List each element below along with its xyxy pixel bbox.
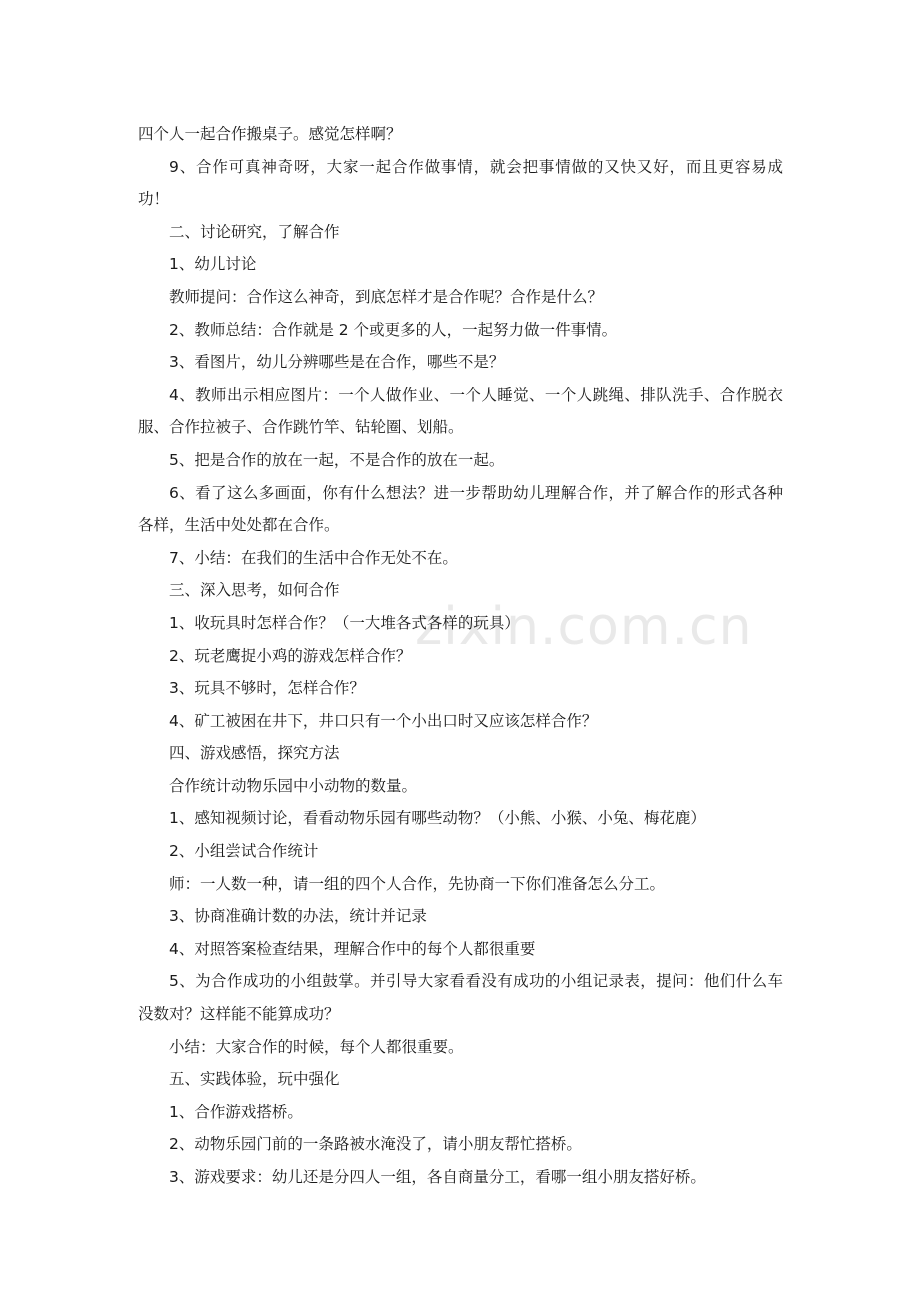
paragraph: 二、讨论研究，了解合作 [169,222,340,241]
paragraph: 1、收玩具时怎样合作？（一大堆各式各样的玩具） [169,613,520,632]
paragraph: 四、游戏感悟，探究方法 [169,744,340,763]
paragraph: 师：一人数一种，请一组的四个人合作，先协商一下你们准备怎么分工。 [169,874,666,893]
paragraph: 四个人一起合作搬桌子。感觉怎样啊？ [138,125,402,143]
paragraph: 教师提问：合作这么神奇，到底怎样才是合作呢？合作是什么？ [169,287,604,306]
paragraph: 2、小组尝试合作统计 [169,842,319,861]
paragraph: 6、看了这么多画面，你有什么想法？进一步帮助幼儿理解合作，并了解合作的形式各种各样，生活中处处都在合作。 [138,483,783,535]
paragraph: 3、游戏要求：幼儿还是分四人一组，各自商量分工，看哪一组小朋友搭好桥。 [169,1168,706,1186]
paragraph: 5、为合作成功的小组鼓掌。并引导大家看看没有成功的小组记录表，提问：他们什么车没数对？这样能不能算成功？ [138,972,783,1024]
document-body [138,118,783,1194]
paragraph: 3、看图片，幼儿分辨哪些是在合作，哪些不是？ [169,353,505,372]
paragraph: 1、幼儿讨论 [169,255,257,274]
watermark: zixin.com.cn [415,597,753,657]
paragraph: 2、玩老鹰捉小鸡的游戏怎样合作？ [169,646,412,665]
paragraph: 4、矿工被困在井下，井口只有一个小出口时又应该怎样合作？ [169,711,598,730]
paragraph: 4、对照答案检查结果，理解合作中的每个人都很重要 [169,939,536,958]
paragraph: 合作统计动物乐园中小动物的数量。 [169,776,418,795]
paragraph: 4、教师出示相应图片：一个人做作业、一个人睡觉、一个人跳绳、排队洗手、合作脱衣服、合作拉被子、合作跳竹竿、钻轮圈、划船。 [138,385,783,437]
paragraph: 7、小结：在我们的生活中合作无处不在。 [169,548,458,567]
paragraph: 2、动物乐园门前的一条路被水淹没了，请小朋友帮忙搭桥。 [169,1135,582,1154]
paragraph: 小结：大家合作的时候，每个人都很重要。 [169,1037,464,1056]
paragraph: 2、教师总结：合作就是 2 个或更多的人，一起努力做一件事情。 [169,320,618,339]
paragraph: 1、合作游戏搭桥。 [169,1102,303,1121]
paragraph: 3、协商准确计数的办法，统计并记录 [169,907,427,926]
paragraph: 1、感知视频讨论，看看动物乐园有哪些动物？（小熊、小猴、小兔、梅花鹿） [169,809,706,828]
paragraph: 3、玩具不够时，怎样合作？ [169,679,365,698]
paragraph: 9、合作可真神奇呀，大家一起合作做事情，就会把事情做的又快又好，而且更容易成功！ [138,157,783,209]
paragraph: 五、实践体验，玩中强化 [169,1070,340,1089]
paragraph: 三、深入思考，如何合作 [169,581,340,600]
paragraph: 5、把是合作的放在一起，不是合作的放在一起。 [169,450,505,469]
